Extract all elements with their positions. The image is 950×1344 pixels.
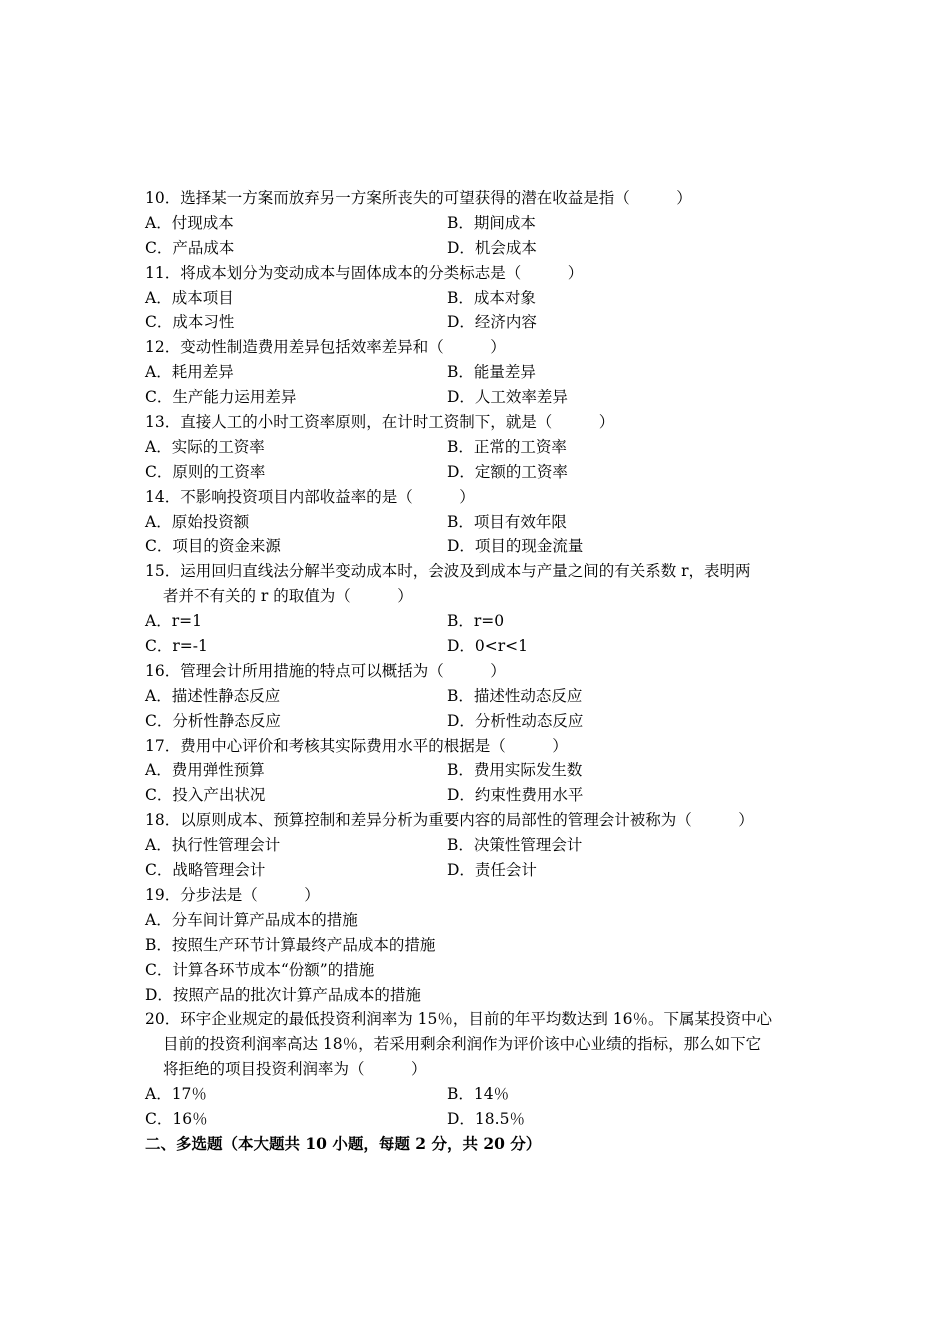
options-row	[145, 634, 810, 659]
options-row	[145, 709, 810, 734]
option-b: B．期间成本	[447, 213, 536, 232]
option-a: A．成本项目	[145, 288, 234, 307]
option-b: B．14％	[447, 1085, 510, 1104]
option-d: D．项目的现金流量	[447, 537, 584, 556]
option-d: D．按照产品的批次计算产品成本的措施	[145, 985, 421, 1004]
options-row	[145, 858, 810, 883]
question-block	[145, 559, 810, 659]
question-block	[145, 261, 810, 336]
option-b: B．成本对象	[447, 288, 536, 307]
question-text-continued: 目前的投资利润率高达 18％，若采用剩余利润作为评价该中心业绩的指标，那么如下它	[163, 1035, 762, 1054]
option-d: D．0<r<1	[447, 637, 529, 656]
option-a: A．17％	[145, 1085, 207, 1104]
option-c: C．分析性静态反应	[145, 711, 281, 730]
question-block	[145, 883, 810, 1007]
question-block	[145, 659, 810, 734]
question-text-continued: 者并不有关的 r 的取值为（ ）	[163, 587, 413, 606]
options-row	[145, 758, 810, 783]
option-d: D．18.5％	[447, 1109, 525, 1128]
option-c: C．产品成本	[145, 238, 235, 257]
option-b: B．r=0	[447, 612, 505, 631]
option-d: D．人工效率差异	[447, 388, 568, 407]
question-block	[145, 808, 810, 883]
option-c: C．战略管理会计	[145, 861, 266, 880]
question-text: 14．不影响投资项目内部收益率的是（ ）	[145, 487, 475, 506]
option-a: A．费用弹性预算	[145, 761, 265, 780]
option-a: A．付现成本	[145, 213, 234, 232]
option-c: C．原则的工资率	[145, 462, 266, 481]
option-c: C．计算各环节成本“份额”的措施	[145, 960, 375, 979]
question-block	[145, 1007, 810, 1131]
question-text: 10．选择某一方案而放弃另一方案所丧失的可望获得的潜在收益是指（ ）	[145, 189, 692, 207]
question-text: 20．环宇企业规定的最低投资利润率为 15％，目前的年平均数达到 16％。下属某投资中心	[145, 1010, 773, 1029]
option-b: B．描述性动态反应	[447, 686, 583, 705]
option-d: D．经济内容	[447, 313, 537, 332]
options-row	[145, 460, 810, 485]
options-row	[145, 310, 810, 335]
option-b: B．项目有效年限	[447, 512, 567, 531]
question-block	[145, 485, 810, 560]
options-row	[145, 385, 810, 410]
option-c: C．16％	[145, 1109, 208, 1128]
option-b: B．按照生产环节计算最终产品成本的措施	[145, 935, 436, 954]
option-b: B．正常的工资率	[447, 437, 567, 456]
options-row	[145, 783, 810, 808]
option-d: D．分析性动态反应	[447, 711, 584, 730]
question-text-continued: 将拒绝的项目投资利润率为（ ）	[163, 1060, 427, 1079]
question-text: 13．直接人工的小时工资率原则，在计时工资制下，就是（ ）	[145, 413, 615, 432]
options-row	[145, 684, 810, 709]
question-text: 19．分步法是（ ）	[145, 885, 320, 904]
question-text: 16．管理会计所用措施的特点可以概括为（ ）	[145, 661, 506, 680]
option-a: A．执行性管理会计	[145, 836, 281, 855]
question-block	[145, 734, 810, 809]
question-block	[145, 186, 810, 261]
options-row	[145, 1082, 810, 1107]
option-d: D．约束性费用水平	[447, 786, 584, 805]
options-row	[145, 360, 810, 385]
option-a: A．r=1	[145, 612, 202, 631]
options-row	[145, 510, 810, 535]
option-b: B．费用实际发生数	[447, 761, 583, 780]
option-a: A．原始投资额	[145, 512, 250, 531]
option-c: C．生产能力运用差异	[145, 388, 297, 407]
options-row	[145, 435, 810, 460]
options-row	[145, 211, 810, 236]
option-c: C．项目的资金来源	[145, 537, 281, 556]
section-heading: 二、多选题（本大题共 10 小题，每题 2 分，共 20 分）	[145, 1133, 542, 1153]
options-row	[145, 286, 810, 311]
option-a: A．描述性静态反应	[145, 686, 281, 705]
options-row	[145, 833, 810, 858]
question-text: 11．将成本划分为变动成本与固体成本的分类标志是（ ）	[145, 263, 584, 282]
option-b: B．能量差异	[447, 363, 536, 382]
question-text: 17．费用中心评价和考核其实际费用水平的根据是（ ）	[145, 736, 568, 755]
option-d: D．责任会计	[447, 861, 537, 880]
options-row	[145, 534, 810, 559]
option-c: C．成本习性	[145, 313, 235, 332]
option-a: A．实际的工资率	[145, 437, 265, 456]
exam-page	[145, 186, 810, 1157]
options-row	[145, 609, 810, 634]
option-d: D．机会成本	[447, 238, 537, 257]
option-d: D．定额的工资率	[447, 462, 568, 481]
question-block	[145, 335, 810, 410]
question-text: 18．以原则成本、预算控制和差异分析为重要内容的局部性的管理会计被称为（ ）	[145, 811, 754, 830]
options-row	[145, 1107, 810, 1132]
question-text: 12．变动性制造费用差异包括效率差异和（ ）	[145, 338, 506, 357]
option-c: C．投入产出状况	[145, 786, 266, 805]
question-text: 15．运用回归直线法分解半变动成本时，会波及到成本与产量之间的有关系数 r，表明两	[145, 562, 751, 581]
option-a: A．耗用差异	[145, 363, 234, 382]
option-a: A．分车间计算产品成本的措施	[145, 910, 358, 929]
question-block	[145, 410, 810, 485]
options-row	[145, 236, 810, 261]
option-b: B．决策性管理会计	[447, 836, 583, 855]
option-c: C．r=-1	[145, 637, 208, 656]
